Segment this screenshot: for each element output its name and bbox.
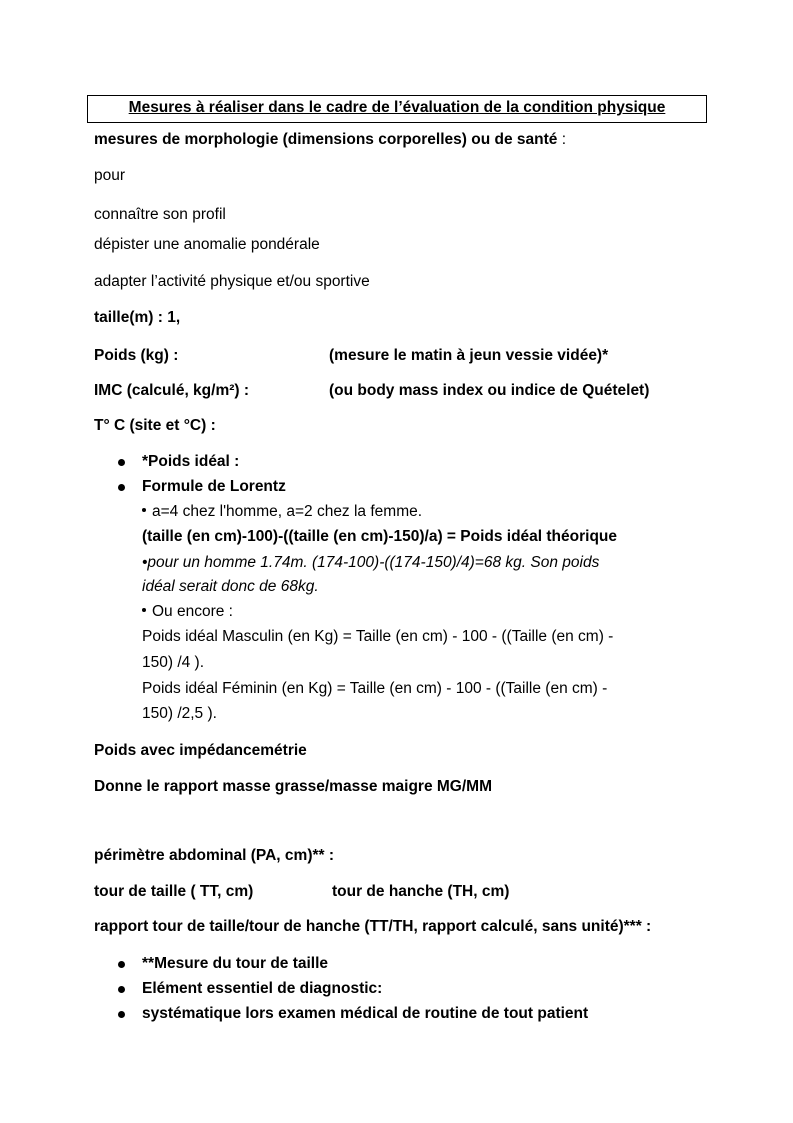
formula-masculin: Poids idéal Masculin (en Kg) = Taille (en cm) - 100 - ((Taille (en cm) - — [142, 628, 614, 645]
poids-label: Poids (kg) : — [94, 347, 179, 364]
bullet-dot — [118, 986, 125, 993]
formula-feminin-cont: 150) /2,5 ). — [142, 705, 217, 722]
poids-ideal-heading: *Poids idéal : — [142, 453, 240, 470]
impedance-ratio: Donne le rapport masse grasse/masse maigre MG/MM — [94, 778, 492, 795]
poids-note: (mesure le matin à jeun vessie vidée)* — [329, 347, 609, 364]
bullet-item: Elément essentiel de diagnostic: — [142, 980, 383, 997]
bullet-dot — [118, 961, 125, 968]
rapport-tt-th: rapport tour de taille/tour de hanche (TT/TH, rapport calculé, sans unité)*** : — [94, 918, 652, 935]
sub-bullet-dot — [142, 608, 146, 612]
document-title: Mesures à réaliser dans le cadre de l’évaluation de la condition physique — [128, 99, 666, 116]
imc-note: (ou body mass index ou indice de Quételet) — [329, 382, 650, 399]
purpose-item: dépister une anomalie pondérale — [94, 236, 320, 253]
bullet-item: systématique lors examen médical de routine de tout patient — [142, 1005, 589, 1022]
imc-label: IMC (calculé, kg/m²) : — [94, 382, 250, 399]
taille-field: taille(m) : 1, — [94, 309, 181, 326]
bullet-dot — [118, 459, 125, 466]
lorentz-heading: Formule de Lorentz — [142, 478, 286, 495]
bullet-dot — [118, 484, 125, 491]
title-box — [87, 95, 707, 123]
purpose-item: connaître son profil — [94, 206, 226, 223]
lorentz-line-1-text: a=4 chez l'homme, a=2 chez la femme. — [152, 503, 423, 520]
lorentz-line-1 — [142, 503, 422, 521]
ou-encore-text: Ou encore : — [152, 603, 233, 620]
tour-de-taille: tour de taille ( TT, cm) — [94, 883, 254, 900]
perimetre-abdominal: périmètre abdominal (PA, cm)** : — [94, 847, 335, 864]
sub-bullet-dot — [142, 508, 146, 512]
lorentz-formula: (taille (en cm)-100)-((taille (en cm)-150)/a) = Poids idéal théorique — [142, 528, 618, 545]
section-heading-bold: mesures de morphologie (dimensions corporelles) ou de santé — [94, 131, 558, 148]
lorentz-example-cont: idéal serait donc de 68kg. — [142, 578, 319, 595]
section-heading-colon: : — [557, 131, 567, 148]
bullet-item: **Mesure du tour de taille — [142, 955, 329, 972]
pour-text: pour — [94, 167, 126, 184]
lorentz-example: •pour un homme 1.74m. (174-100)-((174-150)/4)=68 kg. Son poids — [142, 554, 600, 571]
impedance-line: Poids avec impédancemétrie — [94, 742, 307, 759]
formula-masculin-cont: 150) /4 ). — [142, 654, 205, 671]
tour-de-hanche: tour de hanche (TH, cm) — [332, 883, 510, 900]
ou-encore — [142, 603, 233, 621]
formula-feminin: Poids idéal Féminin (en Kg) = Taille (en cm) - 100 - ((Taille (en cm) - — [142, 680, 608, 697]
temperature-field: T° C (site et °C) : — [94, 417, 216, 434]
bullet-dot — [118, 1011, 125, 1018]
purpose-item: adapter l’activité physique et/ou sportive — [94, 273, 370, 290]
section-heading — [94, 131, 566, 149]
